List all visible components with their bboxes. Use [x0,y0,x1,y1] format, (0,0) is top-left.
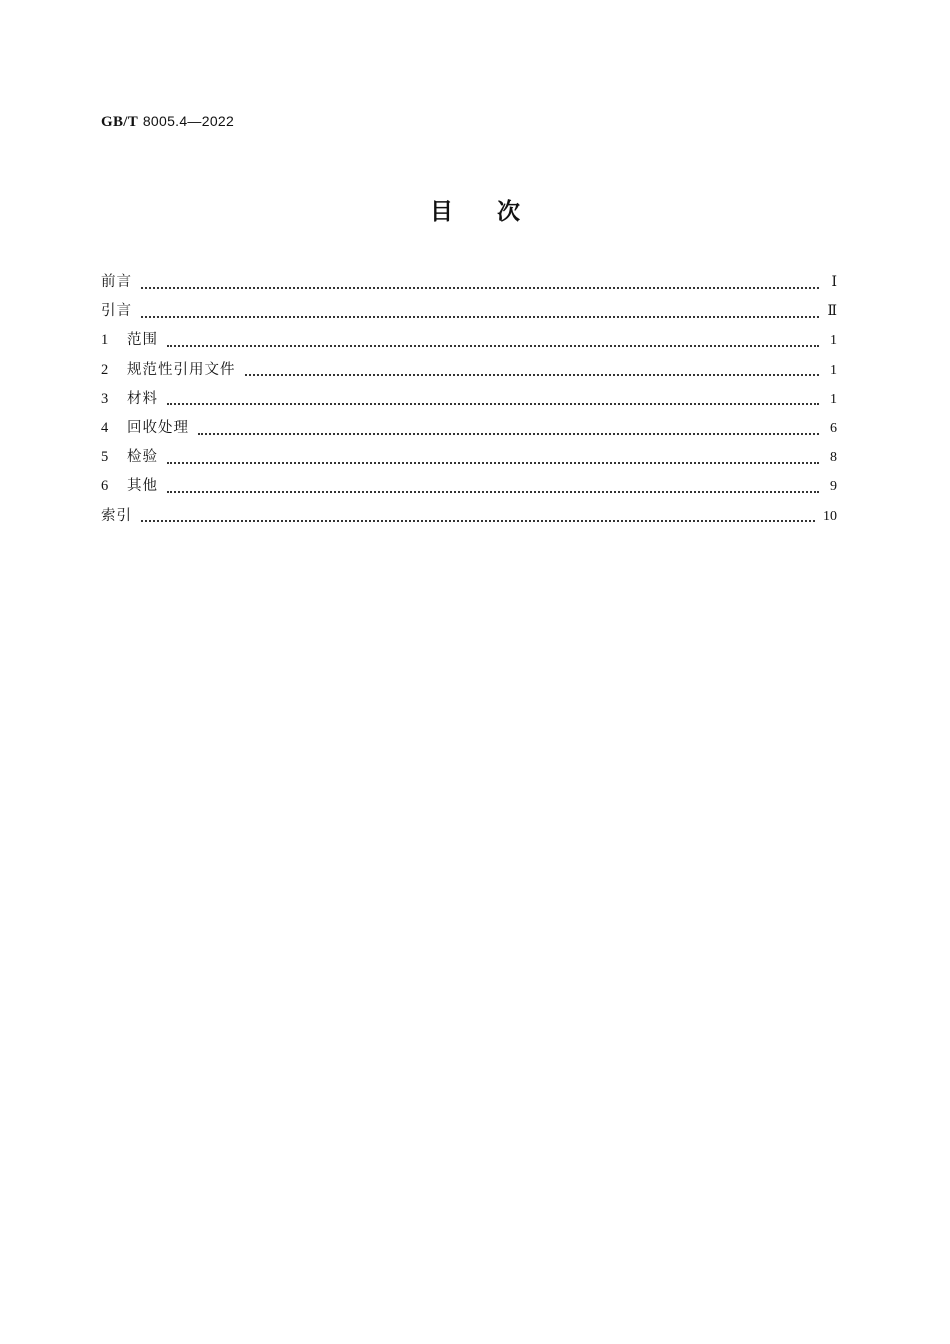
toc-entry-label: 索引 [101,507,132,524]
toc-entry-label: 其他 [127,478,158,495]
toc-entry-label: 规范性引用文件 [127,361,236,378]
toc-entry-index[interactable] [101,504,837,533]
dot-leader [198,433,819,435]
dot-leader [141,316,819,318]
standard-number: 8005.4—2022 [142,113,235,129]
toc-entry-number: 3 [101,390,109,407]
table-of-contents [101,270,837,533]
dot-leader [245,374,820,376]
toc-entry-page: 1 [830,362,837,378]
toc-entry-number: 2 [101,361,109,378]
toc-entry-normative-references[interactable] [101,358,837,387]
toc-entry-foreword[interactable] [101,270,837,299]
dot-leader [167,462,819,464]
standard-prefix: GB/T [101,114,139,130]
toc-entry-page: 1 [830,333,837,349]
toc-entry-page: Ⅰ [831,275,837,290]
toc-entry-page: 1 [830,391,837,407]
toc-entry-number: 5 [101,449,109,466]
toc-entry-inspection[interactable] [101,445,837,474]
toc-entry-others[interactable] [101,474,837,503]
dot-leader [167,403,819,405]
toc-entry-label: 检验 [127,449,158,466]
toc-entry-number: 1 [101,332,109,349]
toc-entry-page: 10 [823,508,837,524]
toc-entry-label: 材料 [127,390,158,407]
toc-entry-number: 6 [101,478,109,495]
toc-entry-label: 引言 [101,303,132,320]
standard-code [101,113,234,131]
dot-leader [141,520,815,522]
toc-entry-label: 范围 [127,332,158,349]
toc-entry-label: 回收处理 [127,419,189,436]
toc-entry-introduction[interactable] [101,299,837,328]
toc-entry-page: Ⅱ [827,304,837,320]
toc-entry-materials[interactable] [101,387,837,416]
dot-leader [167,345,819,347]
toc-entry-number: 4 [101,419,109,436]
toc-entry-scope[interactable] [101,328,837,357]
toc-entry-page: 6 [830,420,837,436]
dot-leader [167,491,819,493]
toc-entry-page: 8 [830,450,837,466]
toc-entry-label: 前言 [101,274,132,290]
dot-leader [141,287,819,289]
page-title: 目次 [430,199,564,225]
toc-entry-recycling[interactable] [101,416,837,445]
toc-entry-page: 9 [830,479,837,495]
